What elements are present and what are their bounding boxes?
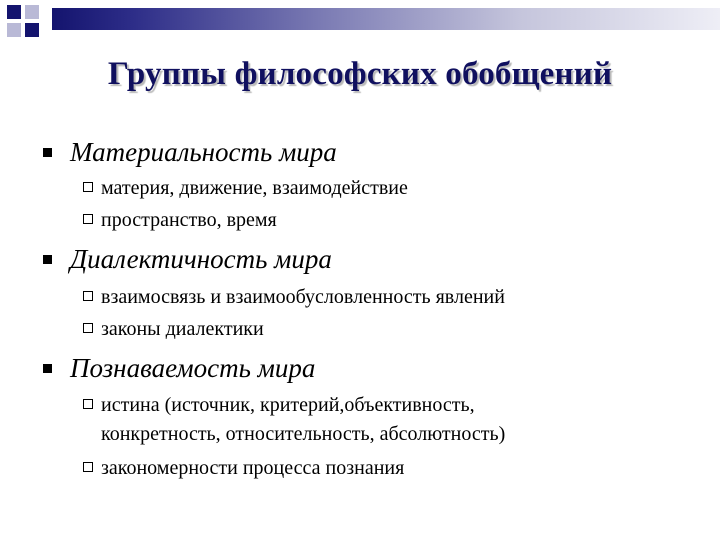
list-item bbox=[83, 207, 277, 233]
group-heading bbox=[43, 134, 337, 170]
filled-square-bullet-icon bbox=[43, 364, 52, 373]
list-item-text: взаимосвязь и взаимообусловленность явлений bbox=[101, 286, 505, 308]
filled-square-bullet-icon bbox=[43, 148, 52, 157]
hollow-square-bullet-icon bbox=[83, 323, 93, 333]
list-item-text: материя, движение, взаимодействие bbox=[101, 177, 408, 199]
hollow-square-bullet-icon bbox=[83, 399, 93, 409]
hollow-square-bullet-icon bbox=[83, 182, 93, 192]
group-heading-text: Диалектичность мира bbox=[70, 243, 332, 274]
slide-title: Группы философских обобщений bbox=[107, 56, 613, 92]
list-item bbox=[83, 392, 505, 447]
list-item bbox=[83, 455, 404, 481]
list-item-text: пространство, время bbox=[101, 209, 277, 231]
list-item-text: законы диалектики bbox=[101, 318, 264, 340]
hollow-square-bullet-icon bbox=[83, 462, 93, 472]
list-item-text: закономерности процесса познания bbox=[101, 457, 405, 479]
filled-square-bullet-icon bbox=[43, 255, 52, 264]
group-heading bbox=[43, 241, 332, 277]
list-item bbox=[83, 175, 408, 201]
hollow-square-bullet-icon bbox=[83, 214, 93, 224]
hollow-square-bullet-icon bbox=[83, 291, 93, 301]
list-item-text-continuation: конкретность, относительность, абсолютность) bbox=[101, 423, 506, 445]
list-item-text: истина (источник, критерий,объективность, bbox=[101, 394, 475, 416]
list-item bbox=[83, 316, 264, 342]
group-heading-text: Материальность мира bbox=[70, 136, 337, 167]
list-item bbox=[83, 284, 505, 310]
group-heading bbox=[43, 350, 315, 386]
group-heading-text: Познаваемость мира bbox=[70, 352, 316, 383]
